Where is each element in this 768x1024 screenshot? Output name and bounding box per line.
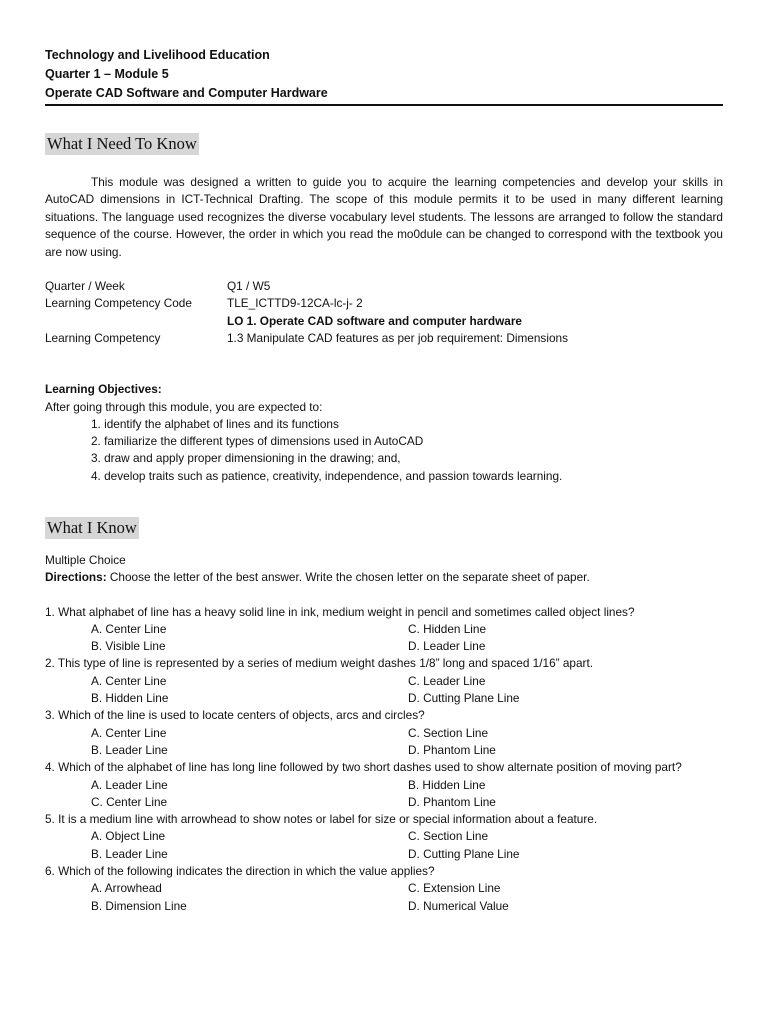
section-heading-what-i-know: What I Know — [47, 518, 137, 537]
learning-objectives — [45, 381, 723, 485]
answer-option: A. Object Line — [91, 829, 166, 844]
question-item — [45, 759, 723, 811]
answer-option: A. Center Line — [91, 673, 167, 688]
question-text: 2. This type of line is represented by a series of medium weight dashes 1/8” long and spaced 1/16” apart. — [45, 656, 593, 671]
answer-option: C. Center Line — [91, 794, 168, 809]
question-text: 1. What alphabet of line has a heavy solid line in ink, medium weight in pencil and sometimes called object lines? — [45, 604, 635, 619]
quarter-module: Quarter 1 – Module 5 — [45, 67, 169, 81]
answer-option: D. Phantom Line — [408, 742, 496, 757]
question-text: 5. It is a medium line with arrowhead to show notes or label for size or special information about a feature. — [45, 812, 598, 827]
answer-option: A. Arrowhead — [91, 881, 162, 896]
answer-option: B. Hidden Line — [408, 777, 486, 792]
question-text: 4. Which of the alphabet of line has long line followed by two short dashes used to show alternate position of moving part? — [45, 760, 682, 775]
info-key: Learning Competency — [45, 330, 161, 345]
question-list — [45, 604, 723, 915]
answer-option: D. Cutting Plane Line — [408, 691, 520, 706]
answer-option: B. Leader Line — [91, 742, 168, 757]
info-key: Learning Competency Code — [45, 296, 192, 311]
document-page — [45, 46, 723, 915]
info-row — [45, 278, 723, 295]
answer-option: A. Center Line — [91, 725, 167, 740]
question-item — [45, 811, 723, 863]
info-row — [45, 330, 723, 347]
module-header — [45, 46, 723, 106]
objective-item: 1. identify the alphabet of lines and its functions — [91, 416, 339, 431]
directions — [45, 569, 723, 586]
info-value: Q1 / W5 — [227, 279, 271, 294]
answer-option: D. Leader Line — [408, 639, 486, 654]
answer-option: D. Phantom Line — [408, 794, 496, 809]
objectives-heading: Learning Objectives: — [45, 382, 162, 397]
question-item — [45, 707, 723, 759]
objective-item: 3. draw and apply proper dimensioning in the drawing; and, — [91, 451, 401, 466]
question-text: 3. Which of the line is used to locate centers of objects, arcs and circles? — [45, 708, 425, 723]
objective-item: 2. familiarize the different types of dimensions used in AutoCAD — [91, 434, 424, 449]
answer-option: C. Section Line — [408, 725, 489, 740]
competency-info — [45, 278, 723, 347]
answer-option: D. Cutting Plane Line — [408, 846, 520, 861]
test-type: Multiple Choice — [45, 553, 126, 567]
answer-option: C. Section Line — [408, 829, 489, 844]
answer-option: B. Visible Line — [91, 639, 166, 654]
objective-item: 4. develop traits such as patience, creativity, independence, and passion towards learning. — [91, 468, 563, 483]
info-value: TLE_ICTTD9-12CA-lc-j- 2 — [227, 296, 363, 311]
info-value: 1.3 Manipulate CAD features as per job requirement: Dimensions — [227, 330, 568, 345]
intro-paragraph: This module was designed a written to guide you to acquire the learning competencies and develop your skills in AutoCAD dimensions in ICT-Technical Drafting. The scope of this module permits it to be used in many different learning situations. The language used recognizes the diverse vocabulary level students. The lessons are arranged to follow the standard sequence of the course. However, the order in which you read the mo0dule can be changed to correspond with the textbook you are now using. — [45, 175, 723, 259]
answer-option: A. Leader Line — [91, 777, 168, 792]
module-title: Operate CAD Software and Computer Hardware — [45, 86, 328, 100]
answer-option: B. Leader Line — [91, 846, 168, 861]
objectives-intro: After going through this module, you are expected to: — [45, 399, 323, 414]
answer-option: B. Hidden Line — [91, 691, 169, 706]
section-heading-need-to-know: What I Need To Know — [47, 134, 197, 153]
directions-label: Directions: — [45, 570, 107, 585]
answer-option: C. Hidden Line — [408, 621, 487, 636]
info-value: LO 1. Operate CAD software and computer hardware — [227, 313, 522, 328]
subject-title: Technology and Livelihood Education — [45, 48, 270, 62]
info-key: Quarter / Week — [45, 279, 125, 294]
info-row — [45, 295, 723, 312]
directions-text: Choose the letter of the best answer. Write the chosen letter on the separate sheet of paper. — [106, 570, 590, 585]
header-divider — [45, 104, 723, 106]
question-item — [45, 604, 723, 656]
answer-option: A. Center Line — [91, 621, 167, 636]
info-row — [45, 313, 723, 330]
question-item — [45, 863, 723, 915]
answer-option: C. Extension Line — [408, 881, 501, 896]
info-key — [45, 313, 227, 330]
question-text: 6. Which of the following indicates the direction in which the value applies? — [45, 864, 435, 879]
answer-option: D. Numerical Value — [408, 898, 509, 913]
answer-option: C. Leader Line — [408, 673, 486, 688]
answer-option: B. Dimension Line — [91, 898, 187, 913]
question-item — [45, 655, 723, 707]
